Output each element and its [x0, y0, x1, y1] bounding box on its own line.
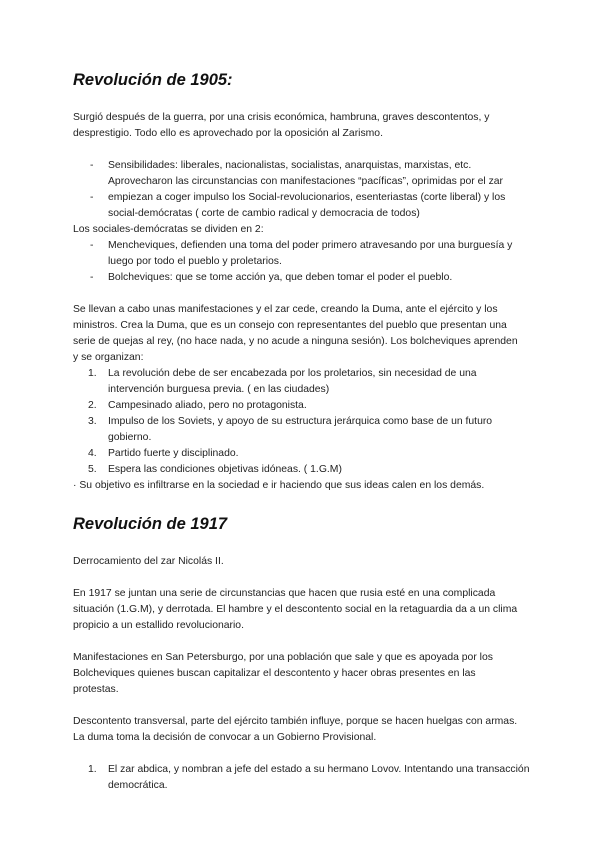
- list-item: 1. La revolución debe de ser encabezada por los proletarios, sin necesidad de una intervención burguesa previa. ( en las ciudades): [88, 368, 477, 395]
- intro-paragraph: Surgió después de la guerra, por una crisis económica, hambruna, graves descontentos, y desprestigio. Todo ello es aprovechado por la oposición al Zarismo.: [73, 112, 490, 139]
- abdication-list: [73, 762, 533, 794]
- bolshevik-principles-list: [73, 366, 533, 478]
- factions-list: [73, 238, 533, 286]
- list-item: 2. Campesinado aliado, pero no protagonista.: [88, 400, 307, 411]
- list-item: 3. Impulso de los Soviets, y apoyo de su estructura jerárquica como base de un futuro gobierno.: [88, 416, 493, 443]
- list-item: - Bolcheviques: que se tome acción ya, que deben tomar el poder el pueblo.: [90, 272, 453, 283]
- list-item: - Mencheviques, defienden una toma del poder primero atravesando por una burguesía y luego por todo el pueblo y proletarios.: [90, 240, 513, 267]
- paragraph-manifestaciones: Manifestaciones en San Petersburgo, por una población que sale y que es apoyada por los Bolcheviques quienes buscan capitalizar el descontento y hacer obras presentes en las protestas.: [73, 652, 493, 695]
- list-item: 4. Partido fuerte y disciplinado.: [88, 448, 239, 459]
- paragraph-derrocamiento: Derrocamiento del zar Nicolás II.: [73, 556, 224, 567]
- duma-paragraph: Se llevan a cabo unas manifestaciones y el zar cede, creando la Duma, ante el ejército y los ministros. Crea la Duma, que es un consejo con representantes del pueblo que presentan una serie de quejas al rey, (no hace nada, y no acude a ninguna sesión). Los bolcheviques aprenden y se organizan:: [73, 304, 518, 363]
- list-item: - Sensibilidades: liberales, nacionalistas, socialistas, anarquistas, marxistas, etc. Aprovecharon las circunstancias con manifestaciones “pacíficas”, oprimidas por el zar: [90, 160, 504, 187]
- sensibilities-list: [73, 158, 533, 222]
- paragraph-circunstancias: En 1917 se juntan una serie de circunstancias que hacen que rusia esté en una complicada situación (1.G.M), y derrotada. El hambre y el descontento social en la retaguardia da a un clima propicio a un estallido revolucionario.: [73, 588, 518, 631]
- section-title-1905: Revolución de 1905:: [73, 71, 233, 89]
- document-page: [73, 70, 533, 794]
- section-title-1917: Revolución de 1917: [73, 515, 228, 533]
- objective-note: · Su objetivo es infiltrarse en la sociedad e ir haciendo que sus ideas calen en los demás.: [73, 480, 485, 491]
- split-intro: Los sociales-demócratas se dividen en 2:: [73, 224, 264, 235]
- list-item: - empiezan a coger impulso los Social-revolucionarios, esenteriastas (corte liberal) y los social-demócratas ( corte de cambio radical y democracia de todos): [90, 192, 506, 219]
- paragraph-descontento: Descontento transversal, parte del ejército también influye, porque se hacen huelgas con armas. La duma toma la decisión de convocar a un Gobierno Provisional.: [73, 716, 518, 743]
- list-item: 5. Espera las condiciones objetivas idóneas. ( 1.G.M): [88, 464, 342, 475]
- list-item: 1. El zar abdica, y nombran a jefe del estado a su hermano Lovov. Intentando una transacción democrática.: [88, 764, 530, 791]
